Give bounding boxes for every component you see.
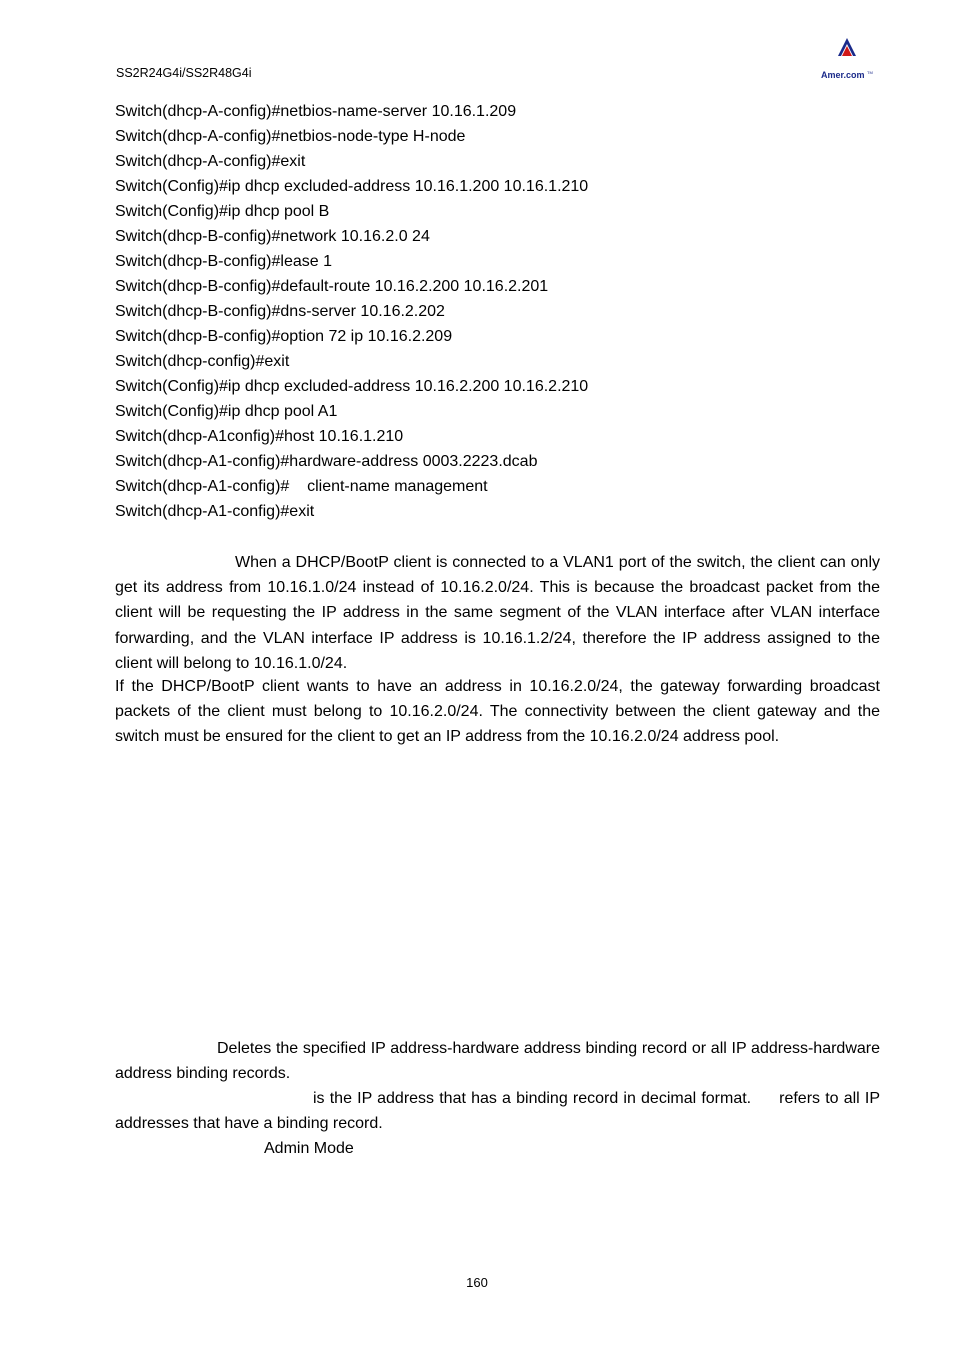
code-line: Switch(dhcp-A1config)#host 10.16.1.210 (115, 428, 404, 445)
command-function-text: Deletes the specified IP address-hardware address binding record or all IP address-hardware address binding records. (115, 1040, 880, 1083)
code-line: Switch(Config)#ip dhcp pool A1 (115, 403, 338, 420)
command-mode-value: Admin Mode (264, 1140, 354, 1157)
code-line: Switch(dhcp-A1-config)# client-name management (115, 478, 488, 495)
parameter-all-description: refers to all IP addresses that have a binding record. (115, 1090, 881, 1133)
code-line: Switch(dhcp-A-config)#exit (115, 153, 306, 170)
document-header-model: SS2R24G4i/SS2R48G4i (116, 66, 252, 80)
amer-logo (816, 36, 878, 82)
command-mode (115, 1136, 880, 1161)
code-line: Switch(Config)#ip dhcp excluded-address 10.16.1.200 10.16.1.210 (115, 178, 589, 195)
logo-text: Amer.com (821, 70, 865, 80)
code-line: Switch(dhcp-B-config)#network 10.16.2.0 24 (115, 228, 430, 245)
code-line: Switch(dhcp-A1-config)#hardware-address 0003.2223.dcab (115, 453, 538, 470)
parameter-ip-description: is the IP address that has a binding record in decimal format. (313, 1090, 752, 1107)
code-line: Switch(dhcp-config)#exit (115, 353, 290, 370)
command-function (115, 1036, 880, 1086)
code-line: Switch(Config)#ip dhcp pool B (115, 203, 330, 220)
code-line: Switch(dhcp-B-config)#dns-server 10.16.2.202 (115, 303, 445, 320)
code-line: Switch(dhcp-A-config)#netbios-node-type H-node (115, 128, 466, 145)
code-line: Switch(dhcp-A-config)#netbios-name-server 10.16.1.209 (115, 103, 517, 120)
code-line: Switch(dhcp-B-config)#default-route 10.16.2.200 10.16.2.201 (115, 278, 549, 295)
code-example (115, 99, 895, 524)
usage-guide-text: When a DHCP/BootP client is connected to a VLAN1 port of the switch, the client can only get its address from 10.16.1.0/24 instead of 10.16.2.0/24. This is because the broadcast packet from the client will be requesting the IP address in the same segment of the VLAN interface after VLAN interface forwarding, and the VLAN interface IP address is 10.16.1.2/24, therefore the IP address assigned to the client will belong to 10.16.1.0/24. (115, 554, 880, 672)
code-line: Switch(Config)#ip dhcp excluded-address 10.16.2.200 10.16.2.210 (115, 378, 589, 395)
command-parameters (115, 1086, 880, 1136)
code-line: Switch(dhcp-A1-config)#exit (115, 503, 315, 520)
logo-tm: TM (867, 70, 873, 75)
code-line: Switch(dhcp-B-config)#lease 1 (115, 253, 332, 270)
page-number: 160 (466, 1275, 488, 1290)
usage-guide-paragraph-2: If the DHCP/BootP client wants to have an address in 10.16.2.0/24, the gateway forwarding broadcast packets of the client must belong to 10.16.2.0/24. The connectivity between the client gateway and the switch must be ensured for the client to get an IP address from the 10.16.2.0/24 address pool. (115, 678, 880, 746)
code-line: Switch(dhcp-B-config)#option 72 ip 10.16.2.209 (115, 328, 453, 345)
usage-guide-paragraph (115, 550, 880, 676)
